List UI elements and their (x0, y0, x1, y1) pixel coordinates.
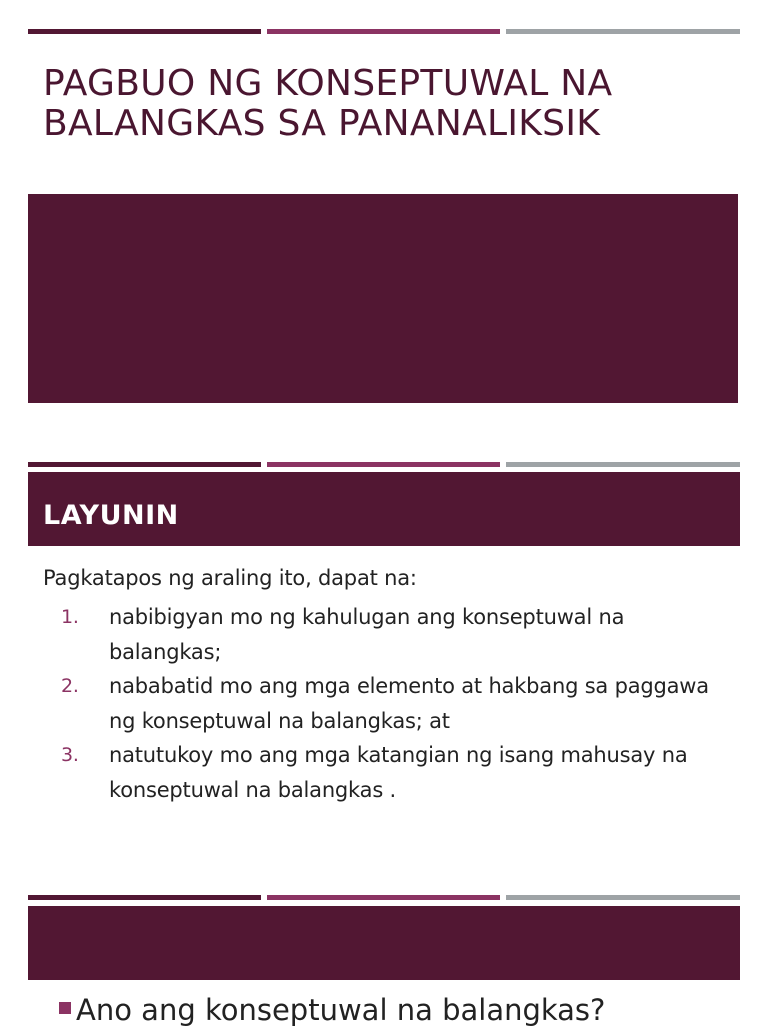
objectives-intro: Pagkatapos ng araling ito, dapat na: (43, 566, 417, 590)
slide3-title-band (28, 906, 740, 980)
objective-item (43, 738, 723, 807)
objective-item (43, 669, 723, 738)
slide2-rule-segment-1 (28, 462, 261, 467)
objective-number: 1. (61, 606, 79, 628)
slide1-rule-segment-3 (506, 29, 740, 34)
slide1-rule-segment-1 (28, 29, 261, 34)
objective-number: 2. (61, 675, 79, 697)
square-bullet-icon (59, 1002, 71, 1014)
objective-item (43, 600, 723, 669)
objective-number: 3. (61, 744, 79, 766)
objective-text: natutukoy mo ang mga katangian ng isang mahusay na konseptuwal na balangkas . (109, 743, 688, 802)
objective-text: nabibigyan mo ng kahulugan ang konseptuwal na balangkas; (109, 605, 625, 664)
slide3-question (59, 990, 759, 1030)
objectives-list (43, 600, 723, 807)
slide2-rule-segment-3 (506, 462, 740, 467)
slide2-title-band (28, 472, 740, 546)
objective-text: nababatid mo ang mga elemento at hakbang sa paggawa ng konseptuwal na balangkas; at (109, 674, 709, 733)
slide3-rule-segment-3 (506, 895, 740, 900)
slide2-heading: LAYUNIN (43, 500, 179, 531)
slide1-title: PAGBUO NG KONSEPTUWAL NA BALANGKAS SA PANANALIKSIK (43, 63, 613, 145)
slide2-rule-segment-2 (267, 462, 500, 467)
slide3-rule-segment-2 (267, 895, 500, 900)
slide3-rule-segment-1 (28, 895, 261, 900)
slide1-rule-segment-2 (267, 29, 500, 34)
slide1-color-block (28, 194, 738, 403)
question-text: Ano ang konseptuwal na balangkas? (76, 993, 606, 1027)
